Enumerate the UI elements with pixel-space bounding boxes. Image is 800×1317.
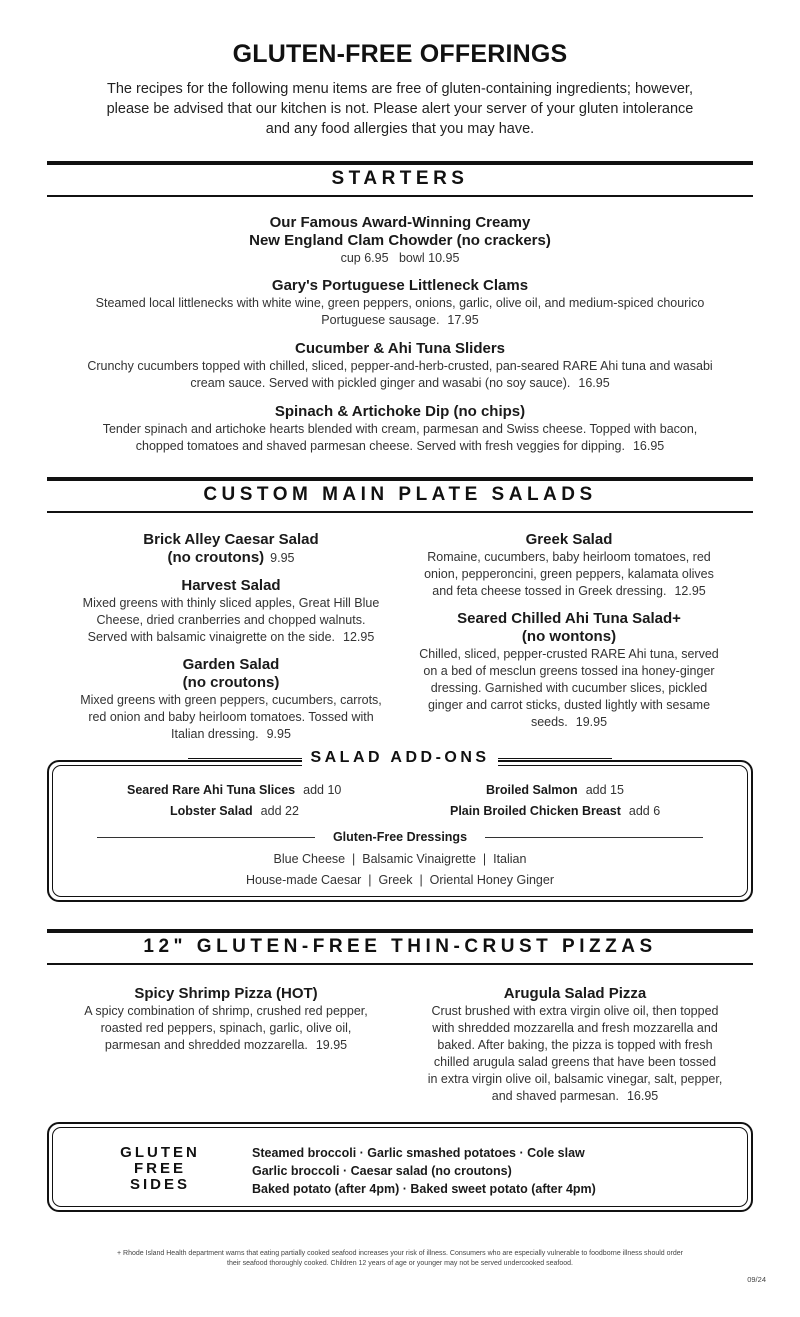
item-desc: Romaine, cucumbers, baby heirloom tomatoes, red xyxy=(427,550,711,564)
item-price: 12.95 xyxy=(343,630,375,644)
addon-broiled-salmon xyxy=(486,783,624,797)
item-desc: chilled arugula salad greens that have been tossed xyxy=(433,1055,717,1069)
item-price: 16.95 xyxy=(578,376,610,390)
item-desc: Crunchy cucumbers topped with chilled, sliced, pepper-and-herb-crusted, pan-seared RARE Ahi tuna and wasabi xyxy=(87,359,713,373)
item-desc: Chilled, sliced, pepper-crusted RARE Ahi tuna, served xyxy=(419,647,719,661)
item-desc: on a bed of mesclun greens tossed ina honey-ginger xyxy=(423,664,715,678)
item-desc: roasted red peppers, spinach, garlic, olive oil, xyxy=(100,1021,352,1035)
item-name: Brick Alley Caesar Salad xyxy=(143,531,319,548)
item-desc: Tender spinach and artichoke hearts blended with cream, parmesan and Swiss cheese. Topped with bacon, xyxy=(102,422,698,436)
item-name: Cucumber & Ahi Tuna Sliders xyxy=(294,340,506,357)
dressings-list: House-made Caesar | Greek | Oriental Honey Ginger xyxy=(245,873,554,887)
addon-price: add 6 xyxy=(628,804,661,818)
item-desc: Italian dressing. xyxy=(171,727,259,741)
menu-item-ahi-tuna-salad xyxy=(398,610,740,731)
item-desc: parmesan and shredded mozzarella. xyxy=(104,1038,308,1052)
menu-item-clam-chowder xyxy=(50,214,750,267)
item-desc: Portuguese sausage. xyxy=(321,313,440,327)
addon-name: Seared Rare Ahi Tuna Slices xyxy=(127,783,296,797)
starters-heading: STARTERS xyxy=(331,168,469,189)
item-desc: chopped tomatoes and shaved parmesan cheese. Served with fresh veggies for dipping. xyxy=(135,439,625,453)
footnote-line: + Rhode Island Health department warns that eating partially cooked seafood increases your risk of illness. Consumers who are especially vulnerable to foodborne illness should order xyxy=(117,1250,683,1257)
addon-price: add 22 xyxy=(260,804,299,818)
item-price: 9.95 xyxy=(266,727,291,741)
addon-ahi-tuna xyxy=(127,783,341,797)
pizzas-section-header xyxy=(47,929,753,965)
menu-item-spinach-dip xyxy=(50,403,750,455)
item-desc: baked. After baking, the pizza is topped with fresh xyxy=(437,1038,713,1052)
item-desc: dressing. Garnished with cucumber slices, pickled xyxy=(430,681,708,695)
sides-line: Steamed broccoli · Garlic smashed potatoes · Cole slaw xyxy=(252,1146,585,1160)
dressings-list: Blue Cheese | Balsamic Vinaigrette | Italian xyxy=(273,852,527,866)
item-desc: A spicy combination of shrimp, crushed red pepper, xyxy=(84,1004,368,1018)
intro-text xyxy=(60,79,740,139)
item-name: Arugula Salad Pizza xyxy=(503,985,647,1002)
addon-price: add 15 xyxy=(585,783,624,797)
item-name: Our Famous Award-Winning Creamy xyxy=(269,214,531,231)
pizzas-heading: 12" GLUTEN-FREE THIN-CRUST PIZZAS xyxy=(143,936,657,957)
addon-lobster-salad xyxy=(170,804,299,818)
page-title: GLUTEN-FREE OFFERINGS xyxy=(232,40,568,68)
revision-date: 09/24 xyxy=(747,1275,766,1284)
addon-name: Broiled Salmon xyxy=(486,783,578,797)
intro-line: and any food allergies that you may have. xyxy=(265,121,535,137)
item-name: Harvest Salad xyxy=(181,577,281,594)
item-name: Gary's Portuguese Littleneck Clams xyxy=(271,277,529,294)
salads-section-header xyxy=(47,477,753,513)
addon-chicken-breast xyxy=(450,804,660,818)
sides-line: Garlic broccoli · Caesar salad (no croutons) xyxy=(252,1164,512,1178)
addons-heading-wrap xyxy=(0,749,800,767)
item-name: New England Clam Chowder (no crackers) xyxy=(249,232,551,249)
menu-item-arugula-pizza xyxy=(404,985,746,1105)
item-name: (no wontons) xyxy=(521,628,617,645)
menu-item-spicy-shrimp-pizza xyxy=(55,985,397,1054)
item-name: Garden Salad xyxy=(182,656,280,673)
sides-line: Baked potato (after 4pm) · Baked sweet potato (after 4pm) xyxy=(252,1182,596,1196)
item-desc: Crust brushed with extra virgin olive oil, then topped xyxy=(431,1004,719,1018)
addon-price: add 10 xyxy=(303,783,342,797)
item-desc: in extra virgin olive oil, balsamic vinegar, salt, pepper, xyxy=(427,1072,723,1086)
sides-heading xyxy=(110,1145,210,1193)
sides-heading-line: GLUTEN xyxy=(120,1144,200,1161)
item-desc: Served with balsamic vinaigrette on the side. xyxy=(87,630,336,644)
item-desc: Cheese, dried cranberries and chopped walnuts. xyxy=(96,613,366,627)
sides-heading-line: FREE xyxy=(133,1160,186,1177)
item-price: 9.95 xyxy=(270,551,295,565)
item-prices: cup 6.95 bowl 10.95 xyxy=(340,251,460,265)
item-desc: with shredded mozzarella and fresh mozzarella and xyxy=(432,1021,718,1035)
addon-name: Plain Broiled Chicken Breast xyxy=(450,804,621,818)
intro-line: The recipes for the following menu items are free of gluten-containing ingredients; however, xyxy=(107,81,693,97)
menu-item-littleneck-clams xyxy=(50,277,750,329)
item-name: Spinach & Artichoke Dip (no chips) xyxy=(274,403,526,420)
item-price: 12.95 xyxy=(674,584,706,598)
item-price: 17.95 xyxy=(447,313,479,327)
item-desc: and feta cheese tossed in Greek dressing. xyxy=(432,584,667,598)
menu-item-harvest-salad xyxy=(60,577,402,646)
item-price: 19.95 xyxy=(575,715,608,729)
item-name: Greek Salad xyxy=(525,531,613,548)
item-name: Seared Chilled Ahi Tuna Salad+ xyxy=(457,610,681,627)
menu-item-greek-salad xyxy=(398,531,740,600)
addon-name: Lobster Salad xyxy=(170,804,253,818)
item-name: Spicy Shrimp Pizza (HOT) xyxy=(134,985,318,1002)
menu-item-caesar-salad xyxy=(60,531,402,567)
item-desc: onion, pepperoncini, green peppers, kalamata olives xyxy=(424,567,714,581)
item-desc: and shaved parmesan. xyxy=(491,1089,619,1103)
health-warning-footnote xyxy=(50,1249,750,1269)
item-desc: ginger and carrot sticks, dusted lightly with sesame xyxy=(427,698,711,712)
item-desc: Mixed greens with thinly sliced apples, Great Hill Blue xyxy=(82,596,380,610)
item-desc: cream sauce. Served with pickled ginger and wasabi (no soy sauce). xyxy=(190,376,571,390)
addons-heading: SALAD ADD-ONS xyxy=(302,749,497,766)
item-price: 19.95 xyxy=(315,1038,348,1052)
item-price: 16.95 xyxy=(632,439,665,453)
sides-heading-line: SIDES xyxy=(129,1176,190,1193)
item-name: (no croutons) xyxy=(167,549,265,566)
menu-item-tuna-sliders xyxy=(50,340,750,392)
item-name: (no croutons) xyxy=(182,674,280,691)
menu-item-garden-salad xyxy=(60,656,402,743)
item-desc: seeds. xyxy=(530,715,568,729)
intro-line: please be advised that our kitchen is not. Please alert your server of your gluten intolerance xyxy=(106,101,694,117)
item-desc: red onion and baby heirloom tomatoes. Tossed with xyxy=(88,710,374,724)
dressings-title: Gluten-Free Dressings xyxy=(332,830,468,844)
starters-section-header xyxy=(47,161,753,197)
sides-list xyxy=(252,1144,596,1198)
item-desc: Steamed local littlenecks with white wine, green peppers, onions, garlic, olive oil, and medium-spiced chourico xyxy=(95,296,705,310)
salads-heading: CUSTOM MAIN PLATE SALADS xyxy=(203,484,597,505)
footnote-line: their seafood thoroughly cooked. Children 12 years of age or younger may not be served undercooked seafood. xyxy=(227,1260,573,1267)
item-desc: Mixed greens with green peppers, cucumbers, carrots, xyxy=(80,693,382,707)
item-price: 16.95 xyxy=(626,1089,659,1103)
